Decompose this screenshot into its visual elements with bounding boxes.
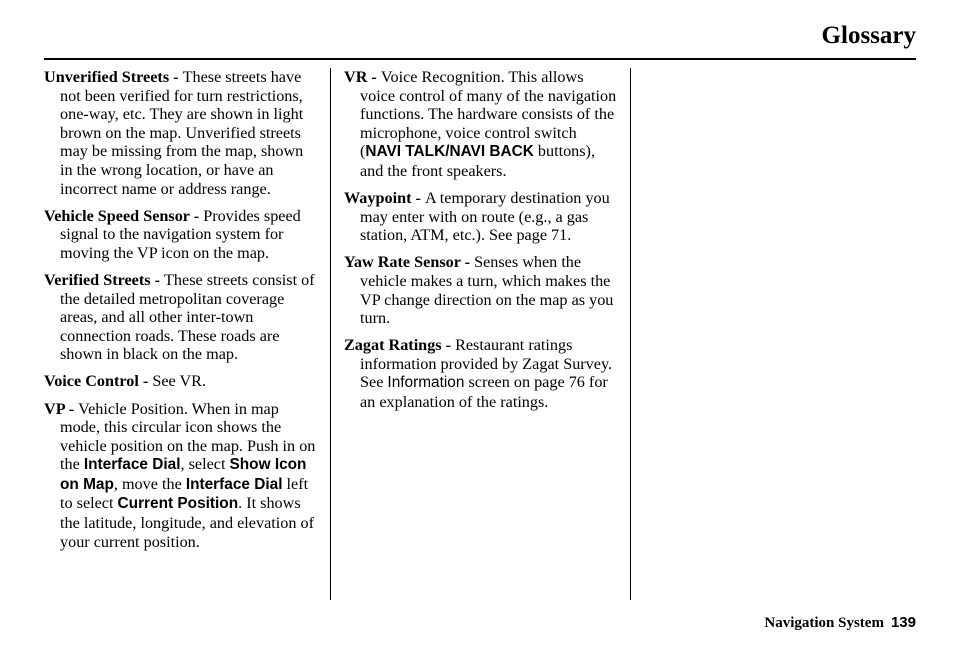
definition-part: Voice Recognition. This allows voice control of many of the navigation functions. The hardware consists of the microphone, voice control switch ( xyxy=(360,68,617,161)
glossary-entry-waypoint xyxy=(344,189,619,245)
definition-part: . It shows the latitude, longitude, and elevation of your current position. xyxy=(60,494,314,551)
page-title: Glossary xyxy=(821,22,916,49)
glossary-entry-vehicle-speed-sensor xyxy=(44,207,319,263)
definition: See VR. xyxy=(152,372,207,391)
screen-name: Information xyxy=(387,374,465,392)
definition-part: buttons), and the front speakers. xyxy=(360,142,595,180)
separator: / xyxy=(445,143,450,161)
glossary-entry-zagat-ratings xyxy=(344,336,619,411)
definition: Provides speed signal to the navigation system for moving the VP icon on the map. xyxy=(60,206,301,262)
definition-part: Restaurant ratings information provided by Zagat Survey. See xyxy=(360,336,613,392)
middle-column xyxy=(344,68,619,420)
glossary-entry-vr xyxy=(344,68,619,181)
definition-part: left to select xyxy=(60,474,309,513)
column-divider xyxy=(630,68,631,600)
term: Yaw Rate Sensor - xyxy=(344,253,475,272)
term: Zagat Ratings - xyxy=(344,336,456,355)
definition-part: screen on page 76 for an explanation of the ratings. xyxy=(360,373,608,411)
term: VP - xyxy=(44,399,79,418)
control-label: Interface Dial xyxy=(83,456,181,474)
term: Verified Streets - xyxy=(44,270,165,289)
page-number: 139 xyxy=(890,614,916,631)
definition: A temporary destination you may enter with on route (e.g., a gas station, ATM, etc.). See page 71. xyxy=(360,189,610,245)
control-label: NAVI BACK xyxy=(449,143,534,161)
glossary-entry-yaw-rate-sensor xyxy=(344,253,619,327)
footer-section-name: Navigation System xyxy=(764,615,884,631)
definition: These streets have not been verified for turn restrictions, one-way, etc. They are shown in light brown on the map. Unverified streets may be missing from the map, shown in the wrong location, or have an incorrect name or address range. xyxy=(60,68,304,198)
definition: Senses when the vehicle makes a turn, which makes the VP change direction on the map as you turn. xyxy=(360,253,614,328)
glossary-entry-verified-streets xyxy=(44,271,319,364)
term: Waypoint - xyxy=(344,189,425,208)
term: Vehicle Speed Sensor - xyxy=(44,206,204,225)
glossary-entry-unverified-streets xyxy=(44,68,319,198)
control-label: Show Icon on Map xyxy=(60,456,307,493)
title-rule xyxy=(44,58,916,60)
left-column xyxy=(44,68,319,560)
glossary-entry-vp xyxy=(44,400,319,552)
term: Unverified Streets - xyxy=(44,68,183,86)
control-label: NAVI TALK xyxy=(365,143,446,161)
definition-part: Vehicle Position. When in map mode, this circular icon shows the vehicle position on the map. Push in on the xyxy=(60,399,316,474)
definition: These streets consist of the detailed metropolitan coverage areas, and all other inter-town connection roads. These roads are shown in black on the map. xyxy=(60,270,315,364)
term: VR - xyxy=(344,68,381,86)
definition-part: , select xyxy=(180,455,230,474)
column-divider xyxy=(330,68,331,600)
control-label: Interface Dial xyxy=(185,475,283,493)
control-label: Current Position xyxy=(117,495,239,513)
page-footer xyxy=(764,614,916,632)
glossary-entry-voice-control xyxy=(44,372,319,391)
term: Voice Control - xyxy=(44,372,153,391)
definition-part: , move the xyxy=(113,474,186,493)
